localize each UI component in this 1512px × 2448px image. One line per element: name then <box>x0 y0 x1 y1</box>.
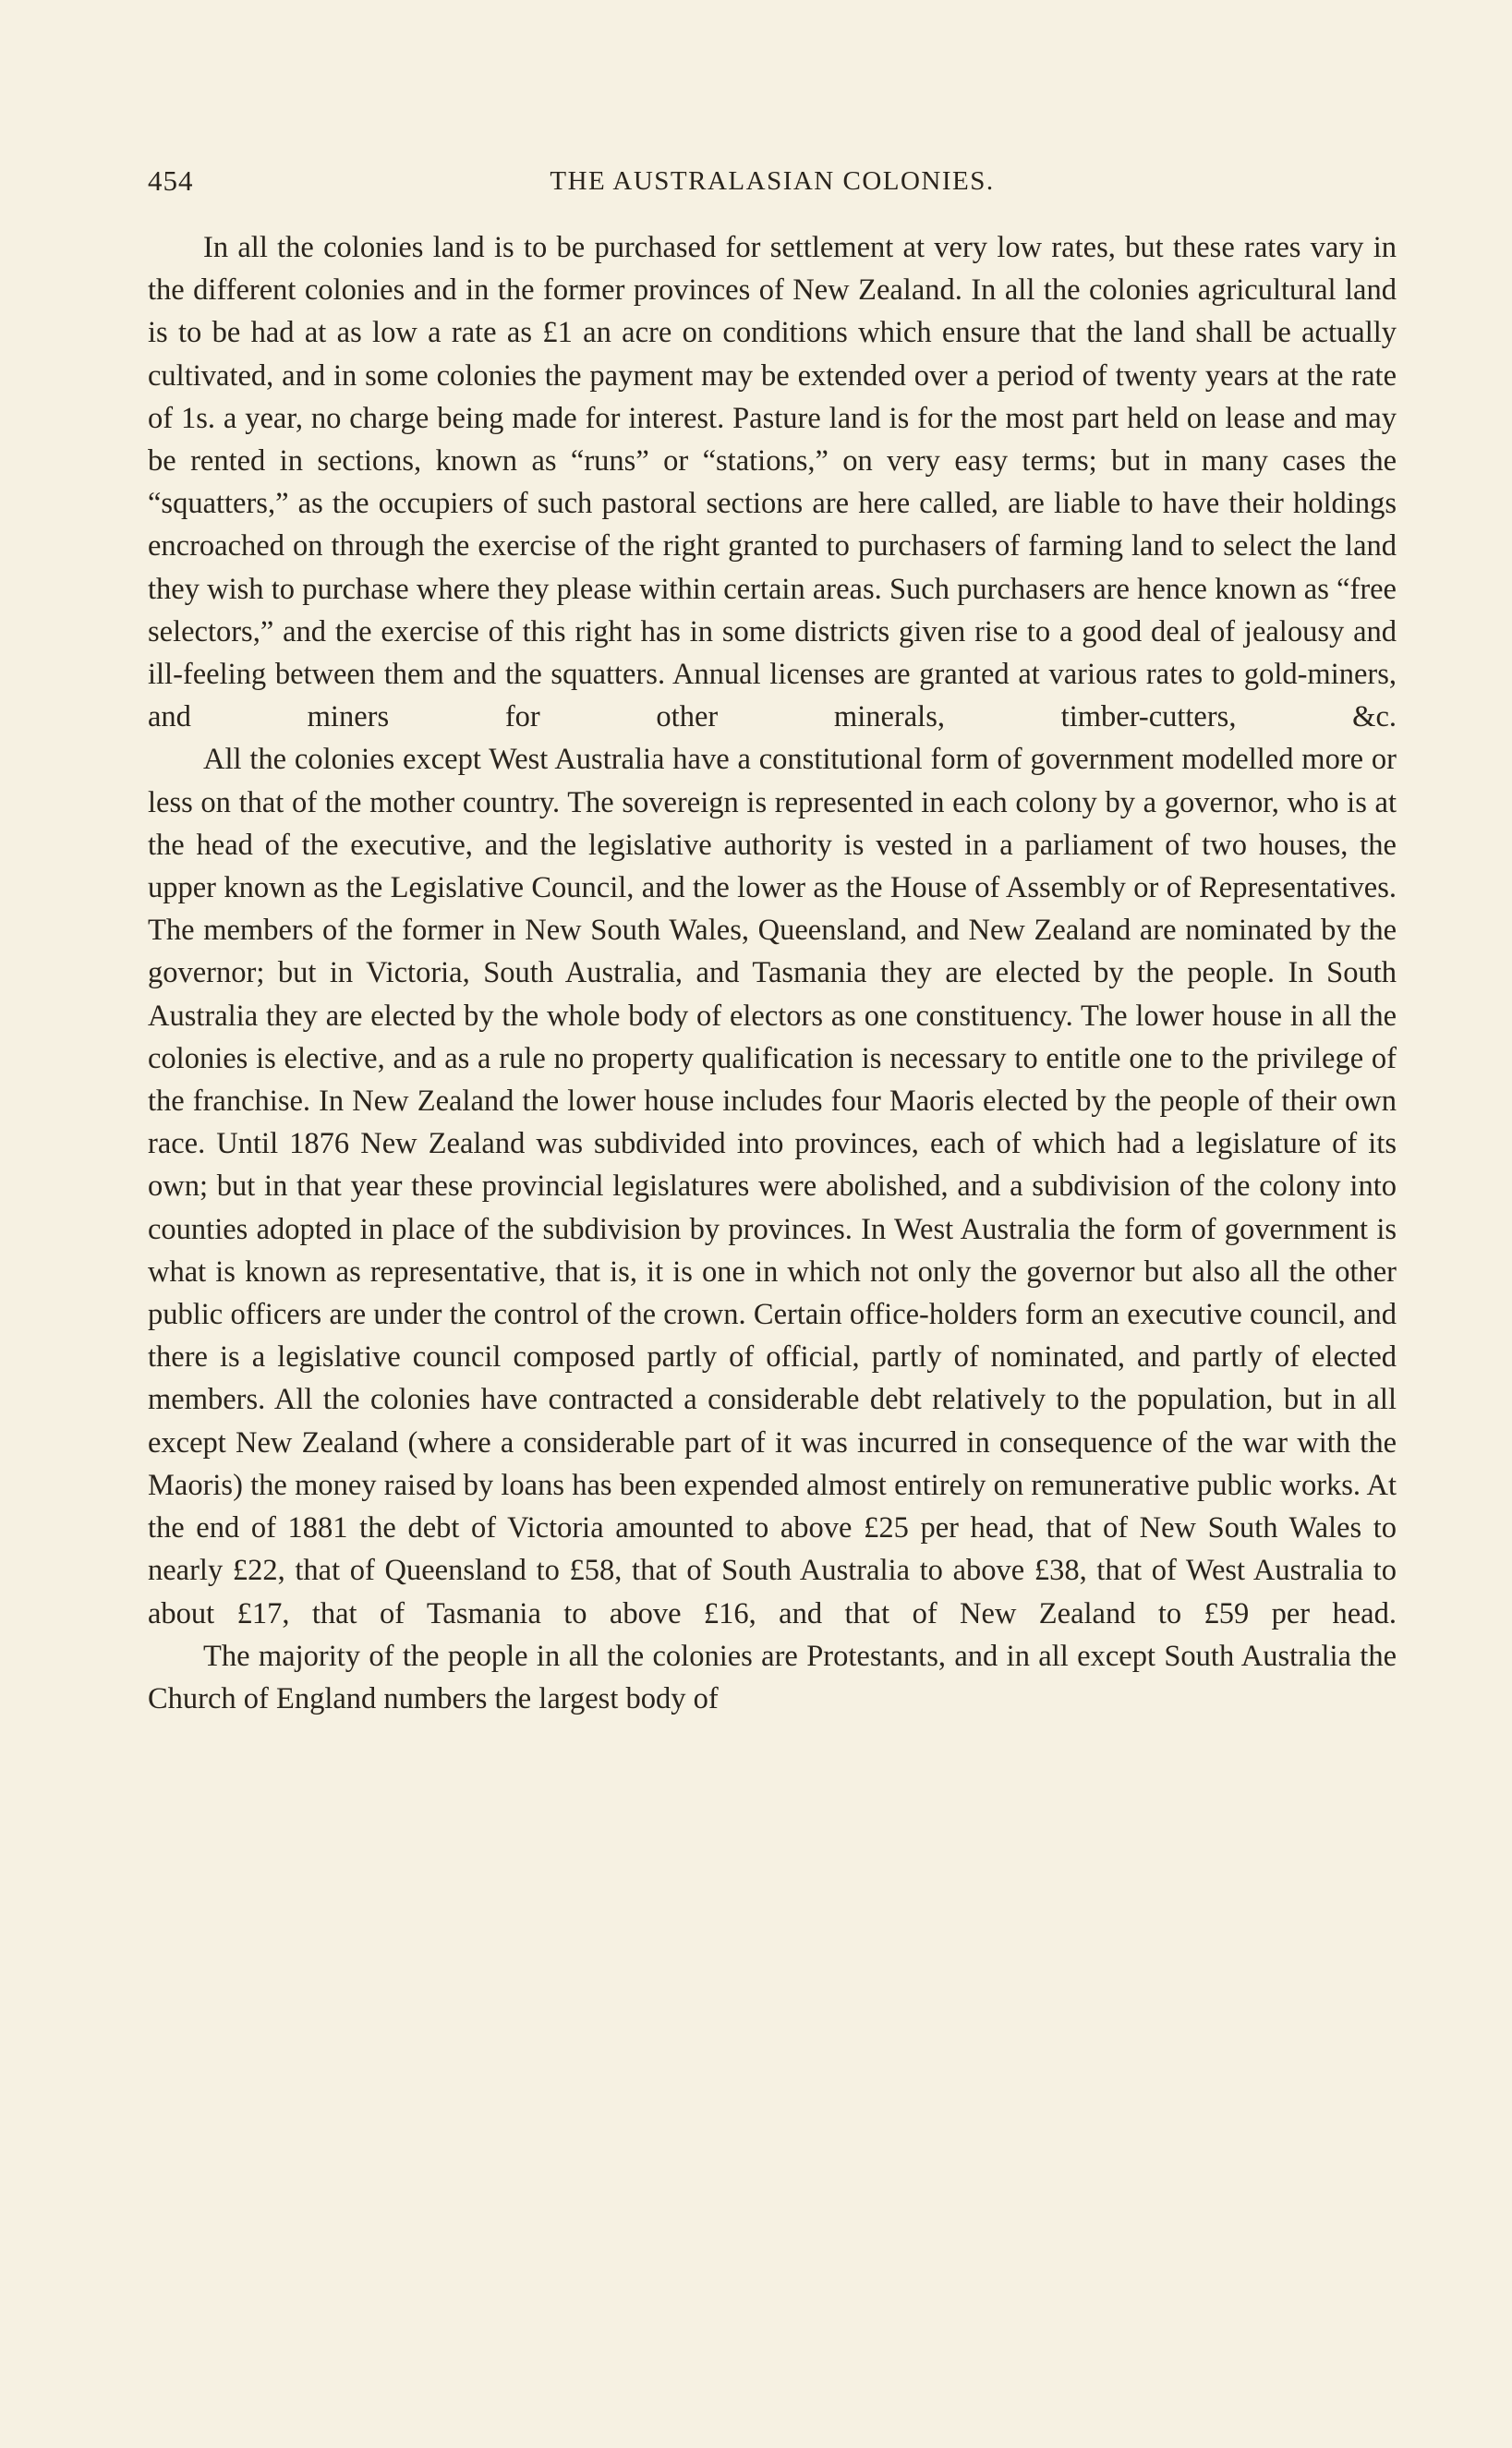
paragraph-government: All the colonies except West Australia have a constitutional form of government modelled more or less on that of the mother country. The sovereign is represented in each colony by a governor, who is at the head of the executive, and the legislative authority is vested in a parliament of two houses, the upper known as the Legislative Council, and the lower as the House of Assembly or of Representatives. The members of the former in New South Wales, Queensland, and New Zealand are nominated by the governor; but in Victoria, South Australia, and Tasmania they are elected by the people. In South Australia they are elected by the whole body of electors as one constituency. The lower house in all the colonies is elective, and as a rule no property qualification is necessary to entitle one to the privilege of the franchise. In New Zealand the lower house includes four Maoris elected by the people of their own race. Until 1876 New Zealand was subdivided into provinces, each of which had a legislature of its own; but in that year these provincial legislatures were abolished, and a subdivision of the colony into counties adopted in place of the subdivision by provinces. In West Australia the form of government is what is known as representative, that is, it is one in which not only the governor but also all the other public officers are under the control of the crown. Certain office-holders form an executive council, and there is a legislative council composed partly of official, partly of nominated, and partly of elected members. All the colonies have contracted a considerable debt relatively to the population, but in all except New Zealand (where a considerable part of it was incurred in consequence of the war with the Maoris) the money raised by loans has been expended almost entirely on remunerative public works. At the end of 1881 the debt of Victoria amounted to above £25 per head, that of New South Wales to nearly £22, that of Queensland to £58, that of South Australia to above £38, that of West Australia to about £17, that of Tasmania to above £16, and that of New Zealand to £59 per head. <box>148 743 1397 1630</box>
paragraph-land-settlement: In all the colonies land is to be purchased for settlement at very low rates, but these rates vary in the different colonies and in the former provinces of New Zealand. In all the colonies agricultural land is to be had at as low a rate as £1 an acre on conditions which ensure that the land shall be actually cultivated, and in some colonies the payment may be extended over a period of twenty years at the rate of 1s. a year, no charge being made for interest. Pasture land is for the most part held on lease and may be rented in sections, known as “runs” or “stations,” on very easy terms; but in many cases the “squatters,” as the occupiers of such pastoral sections are here called, are liable to have their holdings encroached on through the exercise of the right granted to purchasers of farming land to select the land they wish to purchase where they please within certain areas. Such purchasers are hence known as “free selectors,” and the exercise of this right has in some districts given rise to a good deal of jealousy and ill-feeling between them and the squatters. Annual licenses are granted at various rates to gold-miners, and miners for other minerals, timber-cutters, &c. <box>148 231 1397 734</box>
paragraph-religion: The majority of the people in all the colonies are Protestants, and in all except South Australia the Church of England numbers the largest body of <box>148 1639 1397 1715</box>
running-title: THE AUSTRALASIAN COLONIES. <box>550 166 995 196</box>
body-text <box>148 226 1397 1720</box>
running-head <box>148 164 1397 201</box>
page-number: 454 <box>148 164 194 197</box>
